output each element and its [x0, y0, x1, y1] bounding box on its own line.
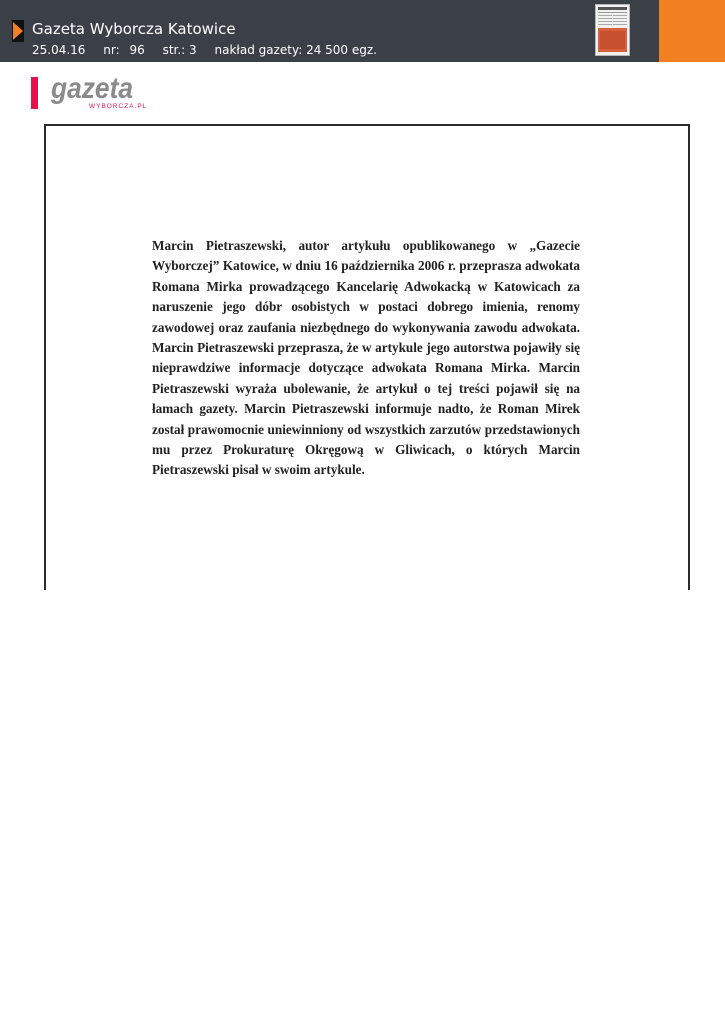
page-thumbnail[interactable] [595, 4, 630, 56]
orange-triangle-arrow-icon [12, 20, 24, 42]
gazeta-wyborcza-logo [31, 71, 148, 111]
issue-number: 96 [129, 43, 145, 57]
accent-block [659, 0, 725, 62]
circulation: nakład gazety: 24 500 egz. [214, 43, 377, 57]
publication-meta [32, 43, 391, 57]
logo-wordmark: gazeta [50, 72, 133, 105]
publication-title: Gazeta Wyborcza Katowice [32, 20, 236, 38]
page-thumbnail-image [596, 5, 629, 55]
issue-label: nr: [103, 43, 120, 57]
header-bar [0, 0, 659, 62]
logo-subtext: WYBORCZA.PL [89, 103, 148, 110]
issue-date: 25.04.16 [32, 43, 86, 57]
apology-notice-text: Marcin Pietraszewski, autor artykułu opublikowanego w „Gazecie Wyborczej” Katowice, w dniu 16 października 2006 r. przeprasza adwokata Romana Mirka prowadzącego Kancelarię Adwokacką w Katowicach za naruszenie jego dóbr osobistych w postaci dobrego imienia, renomy zawodowej oraz zaufania niezbędnego do wykonywania zawodu adwokata. Marcin Pietraszewski przeprasza, że w artykule jego autorstwa pojawiły się nieprawdziwe informacje dotyczące adwokata Romana Mirka. Marcin Pietraszewski wyraża ubolewanie, że artykuł o tej treści pojawił się na łamach gazety. Marcin Pietraszewski informuje nadto, że Roman Mirek został prawomocnie uniewinniony od wszystkich zarzutów przedstawionych mu przez Prokuraturę Okręgową w Gliwicach, o których Marcin Pietraszewski pisał w swoim artykule. [152, 238, 580, 478]
page-number: str.: 3 [162, 43, 197, 57]
